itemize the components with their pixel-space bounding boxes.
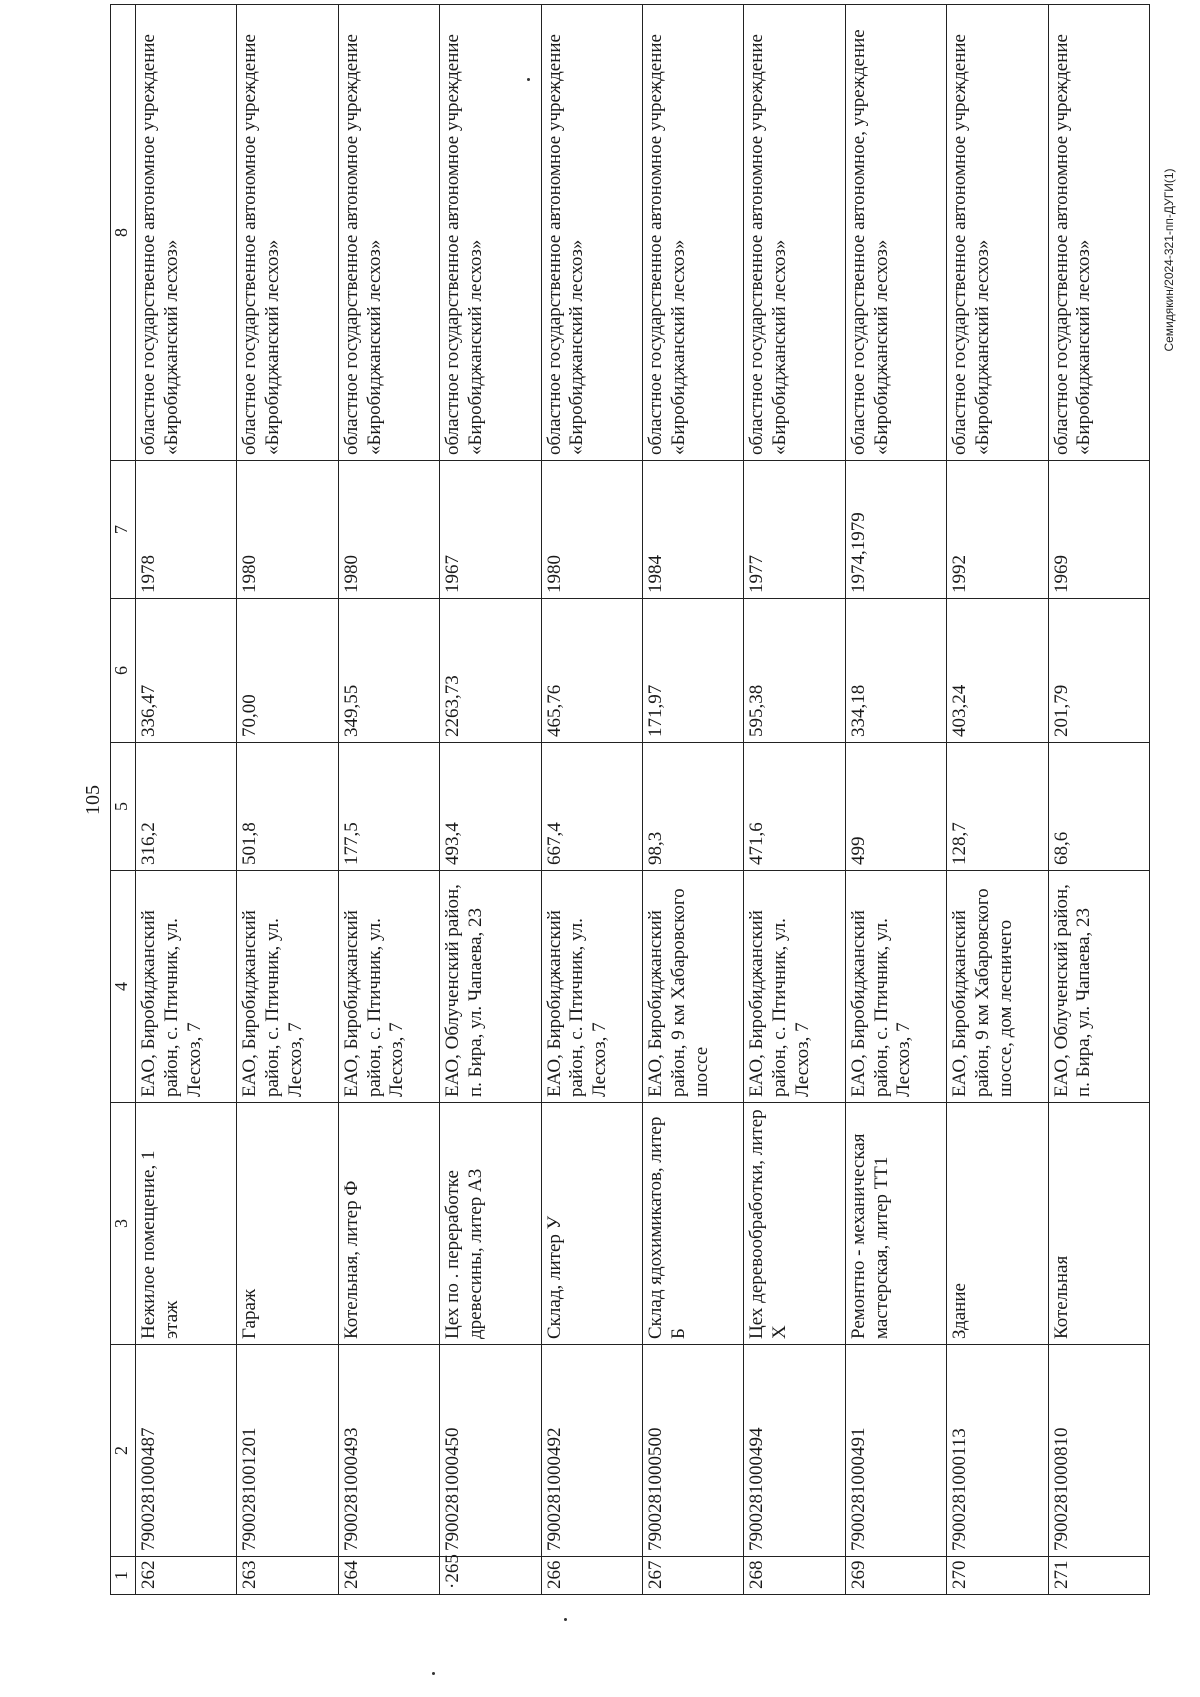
rotated-sheet bbox=[80, 0, 1180, 1600]
object-name: Котельная bbox=[1048, 1103, 1149, 1345]
object-owner: областное государственное автономное учреждение «Биробиджанский лесхоз» bbox=[136, 5, 237, 461]
object-name: Склад, литер У bbox=[541, 1103, 642, 1345]
object-owner: областное государственное автономное учреждение «Биробиджанский лесхоз» bbox=[1048, 5, 1149, 461]
cadastral-number: 7900281000492 bbox=[541, 1345, 642, 1557]
column-number: 3 bbox=[111, 1103, 136, 1345]
object-name: Цех деревообработки, литер Х bbox=[744, 1103, 845, 1345]
column-number: 8 bbox=[111, 5, 136, 461]
row-number: 270 bbox=[947, 1557, 1048, 1595]
object-address: ЕАО, Биробиджанский район, с. Птичник, ул. Лесхоз, 7 bbox=[541, 871, 642, 1103]
table-row bbox=[642, 5, 743, 1595]
object-address: ЕАО, Биробиджанский район, 9 км Хабаровского шоссе bbox=[642, 871, 743, 1103]
object-name: Гараж bbox=[237, 1103, 338, 1345]
object-year: 1978 bbox=[136, 461, 237, 599]
scan-speck bbox=[432, 1672, 435, 1675]
object-area: 316,2 bbox=[136, 743, 237, 871]
row-number: ·265 bbox=[440, 1557, 541, 1595]
object-address: ЕАО, Облученский район, п. Бира, ул. Чапаева, 23 bbox=[440, 871, 541, 1103]
column-number: 7 bbox=[111, 461, 136, 599]
object-value: 334,18 bbox=[845, 599, 946, 743]
scan-speck bbox=[564, 1618, 567, 1621]
object-address: ЕАО, Облученский район, п. Бира, ул. Чапаева, 23 bbox=[1048, 871, 1149, 1103]
property-registry-table bbox=[110, 4, 1150, 1595]
cadastral-number: 7900281000493 bbox=[338, 1345, 439, 1557]
object-name: Котельная, литер Ф bbox=[338, 1103, 439, 1345]
object-value: 201,79 bbox=[1048, 599, 1149, 743]
object-area: 471,6 bbox=[744, 743, 845, 871]
table-row bbox=[237, 5, 338, 1595]
table-container bbox=[110, 5, 1150, 1595]
cadastral-number: 7900281000810 bbox=[1048, 1345, 1149, 1557]
object-owner: областное государственное автономное учреждение «Биробиджанский лесхоз» bbox=[440, 5, 541, 461]
object-value: 70,00 bbox=[237, 599, 338, 743]
document-reference bbox=[1155, 125, 1183, 395]
cadastral-number: 7900281000500 bbox=[642, 1345, 743, 1557]
table-row bbox=[744, 5, 845, 1595]
table-row bbox=[947, 5, 1048, 1595]
cadastral-number: 7900281000113 bbox=[947, 1345, 1048, 1557]
cadastral-number: 7900281001201 bbox=[237, 1345, 338, 1557]
object-year: 1980 bbox=[237, 461, 338, 599]
object-year: 1980 bbox=[541, 461, 642, 599]
table-row bbox=[845, 5, 946, 1595]
object-year: 1980 bbox=[338, 461, 439, 599]
table-row bbox=[541, 5, 642, 1595]
column-number-row bbox=[111, 5, 136, 1595]
row-number: 266 bbox=[541, 1557, 642, 1595]
object-value: 171,97 bbox=[642, 599, 743, 743]
object-value: 336,47 bbox=[136, 599, 237, 743]
object-value: 2263,73 bbox=[440, 599, 541, 743]
row-number: 263 bbox=[237, 1557, 338, 1595]
row-number: 267 bbox=[642, 1557, 743, 1595]
object-value: 403,24 bbox=[947, 599, 1048, 743]
cadastral-number: 7900281000487 bbox=[136, 1345, 237, 1557]
object-year: 1969 bbox=[1048, 461, 1149, 599]
cadastral-number: 7900281000494 bbox=[744, 1345, 845, 1557]
row-number: 268 bbox=[744, 1557, 845, 1595]
object-address: ЕАО, Биробиджанский район, с. Птичник, ул. Лесхоз, 7 bbox=[744, 871, 845, 1103]
object-owner: областное государственное автономное учреждение «Биробиджанский лесхоз» bbox=[237, 5, 338, 461]
object-area: 68,6 bbox=[1048, 743, 1149, 871]
table-row bbox=[338, 5, 439, 1595]
column-number: 4 bbox=[111, 871, 136, 1103]
object-year: 1974,1979 bbox=[845, 461, 946, 599]
object-address: ЕАО, Биробиджанский район, с. Птичник, ул. Лесхоз, 7 bbox=[237, 871, 338, 1103]
object-area: 501,8 bbox=[237, 743, 338, 871]
object-address: ЕАО, Биробиджанский район, 9 км Хабаровского шоссе, дом лесничего bbox=[947, 871, 1048, 1103]
object-year: 1977 bbox=[744, 461, 845, 599]
object-address: ЕАО, Биробиджанский район, с. Птичник, ул. Лесхоз, 7 bbox=[136, 871, 237, 1103]
row-number: 269 bbox=[845, 1557, 946, 1595]
column-number: 6 bbox=[111, 599, 136, 743]
scan-speck bbox=[527, 78, 530, 81]
object-owner: областное государственное автономное учреждение «Биробиджанский лесхоз» bbox=[947, 5, 1048, 461]
table-row bbox=[136, 5, 237, 1595]
object-value: 595,38 bbox=[744, 599, 845, 743]
object-owner: областное государственное автономное учреждение «Биробиджанский лесхоз» bbox=[338, 5, 439, 461]
table-row bbox=[1048, 5, 1149, 1595]
object-name: Цех по . переработке древесины, литер А3 bbox=[440, 1103, 541, 1345]
object-year: 1992 bbox=[947, 461, 1048, 599]
row-number: 271 bbox=[1048, 1557, 1149, 1595]
object-value: 465,76 bbox=[541, 599, 642, 743]
object-area: 128,7 bbox=[947, 743, 1048, 871]
object-owner: областное государственное автономное, учреждение «Биробиджанский лесхоз» bbox=[845, 5, 946, 461]
table-row bbox=[440, 5, 541, 1595]
document-reference-text: Семидякин/2024-321-пп-ДУГИ(1) bbox=[1162, 168, 1176, 352]
row-number: 264 bbox=[338, 1557, 439, 1595]
page-number: 105 bbox=[82, 785, 104, 815]
object-name: Здание bbox=[947, 1103, 1048, 1345]
object-address: ЕАО, Биробиджанский район, с. Птичник, ул. Лесхоз, 7 bbox=[338, 871, 439, 1103]
column-number: 2 bbox=[111, 1345, 136, 1557]
column-number: 1 bbox=[111, 1557, 136, 1595]
object-name: Ремонтно - механическая мастерская, литер ТТ1 bbox=[845, 1103, 946, 1345]
object-address: ЕАО, Биробиджанский район, с. Птичник, ул. Лесхоз, 7 bbox=[845, 871, 946, 1103]
object-name: Склад ядохимикатов, литер Б bbox=[642, 1103, 743, 1345]
object-owner: областное государственное автономное учреждение «Биробиджанский лесхоз» bbox=[642, 5, 743, 461]
object-owner: областное государственное автономное учреждение «Биробиджанский лесхоз» bbox=[541, 5, 642, 461]
object-value: 349,55 bbox=[338, 599, 439, 743]
column-number: 5 bbox=[111, 743, 136, 871]
object-area: 177,5 bbox=[338, 743, 439, 871]
object-area: 493,4 bbox=[440, 743, 541, 871]
object-name: Нежилое помещение, 1 этаж bbox=[136, 1103, 237, 1345]
object-area: 98,3 bbox=[642, 743, 743, 871]
object-owner: областное государственное автономное учреждение «Биробиджанский лесхоз» bbox=[744, 5, 845, 461]
row-number: 262 bbox=[136, 1557, 237, 1595]
object-year: 1984 bbox=[642, 461, 743, 599]
cadastral-number: 7900281000450 bbox=[440, 1345, 541, 1557]
object-area: 667,4 bbox=[541, 743, 642, 871]
object-area: 499 bbox=[845, 743, 946, 871]
cadastral-number: 7900281000491 bbox=[845, 1345, 946, 1557]
object-year: 1967 bbox=[440, 461, 541, 599]
